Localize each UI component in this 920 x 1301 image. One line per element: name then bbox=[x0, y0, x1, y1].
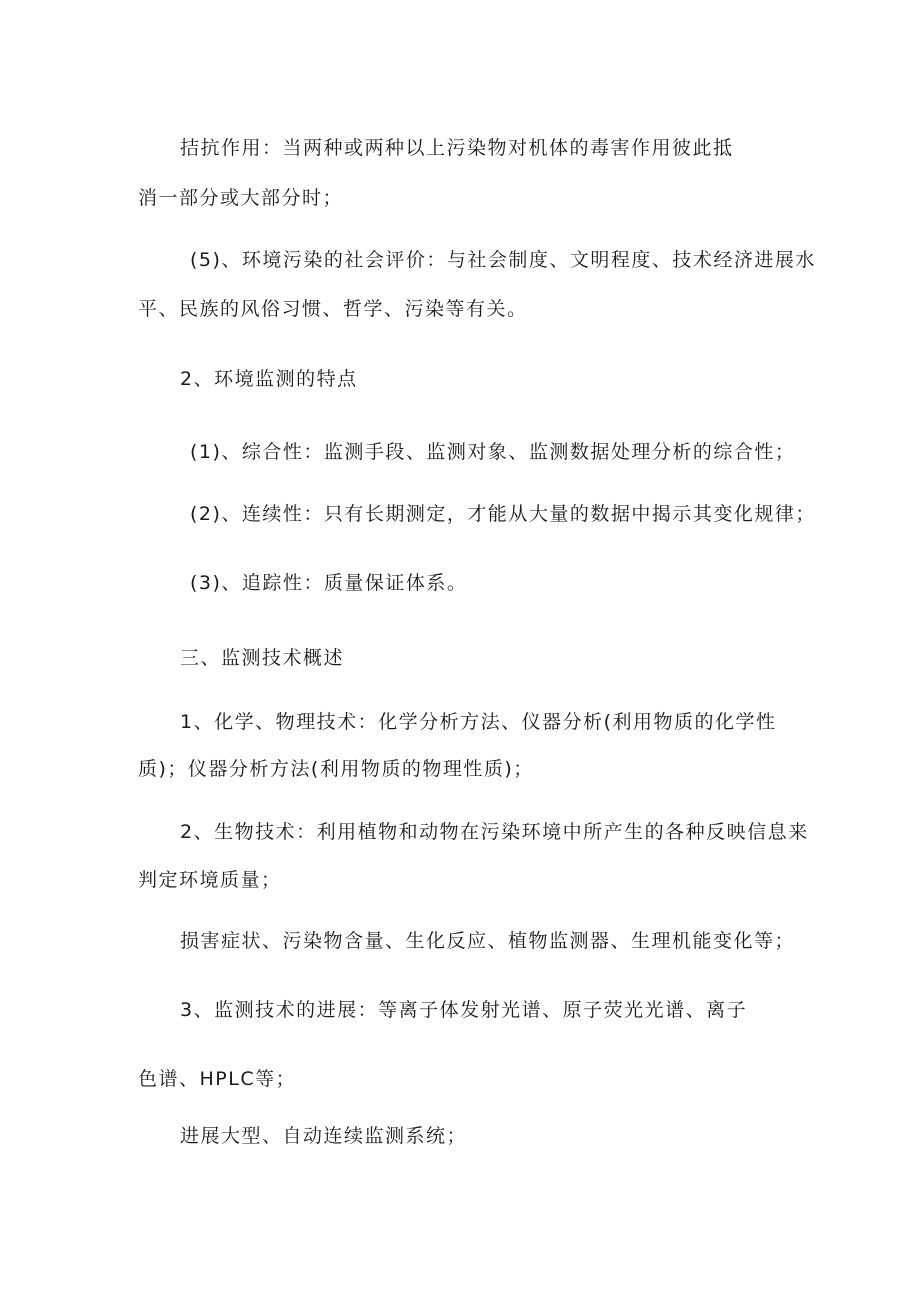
section-heading-monitoring-features: 2、环境监测的特点 bbox=[180, 368, 358, 390]
section-heading-monitoring-tech: 三、监测技术概述 bbox=[180, 647, 345, 669]
paragraph-automation: 进展大型、自动连续监测系统； bbox=[180, 1125, 468, 1147]
paragraph-social-evaluation-line-1: (5)、环境污染的社会评价：与社会制度、文明程度、技术经济进展水 bbox=[190, 249, 816, 271]
paragraph-progress-line-1: 3、监测技术的进展：等离子体发射光谱、原子荧光光谱、离子 bbox=[180, 999, 748, 1021]
paragraph-antagonism-line-2: 消一部分或大部分时； bbox=[138, 187, 344, 209]
paragraph-chem-phys-line-1: 1、化学、物理技术：化学分析方法、仪器分析(利用物质的化学性 bbox=[180, 711, 777, 733]
list-item-comprehensive: (1)、综合性：监测手段、监测对象、监测数据处理分析的综合性； bbox=[190, 441, 796, 463]
paragraph-social-evaluation-line-2: 平、民族的风俗习惯、哲学、污染等有关。 bbox=[138, 298, 528, 320]
list-item-continuity: (2)、连续性：只有长期测定，才能从大量的数据中揭示其变化规律； bbox=[190, 503, 816, 525]
paragraph-chem-phys-line-2: 质)；仪器分析方法(利用物质的物理性质)； bbox=[138, 758, 534, 780]
paragraph-damage-symptoms: 损害症状、污染物含量、生化反应、植物监测器、生理机能变化等； bbox=[180, 930, 796, 952]
paragraph-bio-line-1: 2、生物技术：利用植物和动物在污染环境中所产生的各种反映信息来 bbox=[180, 821, 809, 843]
list-item-traceability: (3)、追踪性：质量保证体系。 bbox=[190, 572, 468, 594]
paragraph-antagonism-line-1: 拮抗作用：当两种或两种以上污染物对机体的毒害作用彼此抵 bbox=[180, 137, 734, 159]
paragraph-bio-line-2: 判定环境质量； bbox=[138, 869, 282, 891]
paragraph-progress-line-2: 色谱、HPLC等； bbox=[138, 1068, 297, 1090]
